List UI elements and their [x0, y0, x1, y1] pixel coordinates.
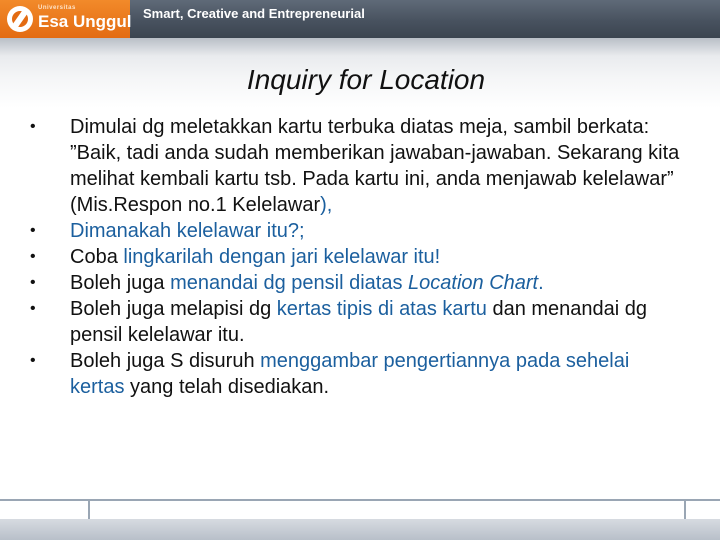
- logo-subtitle: Universitas: [38, 5, 76, 11]
- bullet-icon: •: [30, 300, 36, 317]
- header-bar: [0, 0, 720, 38]
- bullet-text-highlight: .: [538, 272, 544, 294]
- bullet-text-highlight: menandai dg pensil diatas: [170, 272, 409, 294]
- bullet-icon: •: [30, 352, 36, 369]
- frame-line-bottom: [0, 499, 720, 501]
- bullet-text-highlight: lingkarilah dengan jari kelelawar itu!: [123, 246, 441, 268]
- bullet-item: [30, 114, 686, 218]
- slide-title: Inquiry for Location: [246, 64, 486, 95]
- bullet-list: [30, 114, 686, 400]
- frame-line-right: [684, 499, 686, 521]
- bullet-item: [30, 348, 686, 400]
- logo-name: Esa Unggul: [38, 12, 132, 31]
- bullet-text: Coba: [70, 246, 124, 268]
- bullet-icon: •: [30, 222, 36, 239]
- bullet-text: Boleh juga S disuruh: [70, 350, 261, 372]
- bullet-text: Boleh juga: [70, 272, 171, 294]
- bullet-icon: •: [30, 248, 36, 265]
- bullet-text-highlight: kertas tipis di atas kartu: [276, 298, 487, 320]
- bullet-text: yang telah disediakan.: [124, 376, 330, 398]
- bullet-text-highlight: menggambar pengertiannya pada sehelai kertas: [70, 350, 630, 398]
- bullet-text-highlight: Dimanakah kelelawar itu?;: [70, 220, 305, 242]
- bullet-item: [30, 218, 686, 244]
- footer-band: [0, 519, 720, 540]
- bullet-item: [30, 244, 686, 270]
- bullet-text: dan menandai dg pensil kelelawar itu.: [70, 298, 648, 346]
- bullet-text-highlight: ),: [320, 194, 333, 216]
- bullet-text-italic: Location Chart: [408, 272, 539, 294]
- bullet-text: Boleh juga melapisi dg: [70, 298, 277, 320]
- bullet-icon: •: [30, 118, 36, 135]
- tagline: Smart, Creative and Entrepreneurial: [143, 6, 365, 21]
- logo-emblem-icon: [7, 6, 33, 32]
- bullet-text: Dimulai dg meletakkan kartu terbuka diatas meja, sambil berkata: ”Baik, tadi anda sudah memberikan jawaban-jawaban. Sekarang kita melihat kembali kartu tsb. Pada kartu ini, anda menjawab kelelawar” (Mis.Respon no.1 Kelelawar: [70, 116, 680, 216]
- bullet-icon: •: [30, 274, 36, 291]
- bullet-item: [30, 296, 686, 348]
- university-logo: [0, 0, 130, 38]
- frame-line-left: [88, 499, 90, 521]
- bullet-item: [30, 270, 686, 296]
